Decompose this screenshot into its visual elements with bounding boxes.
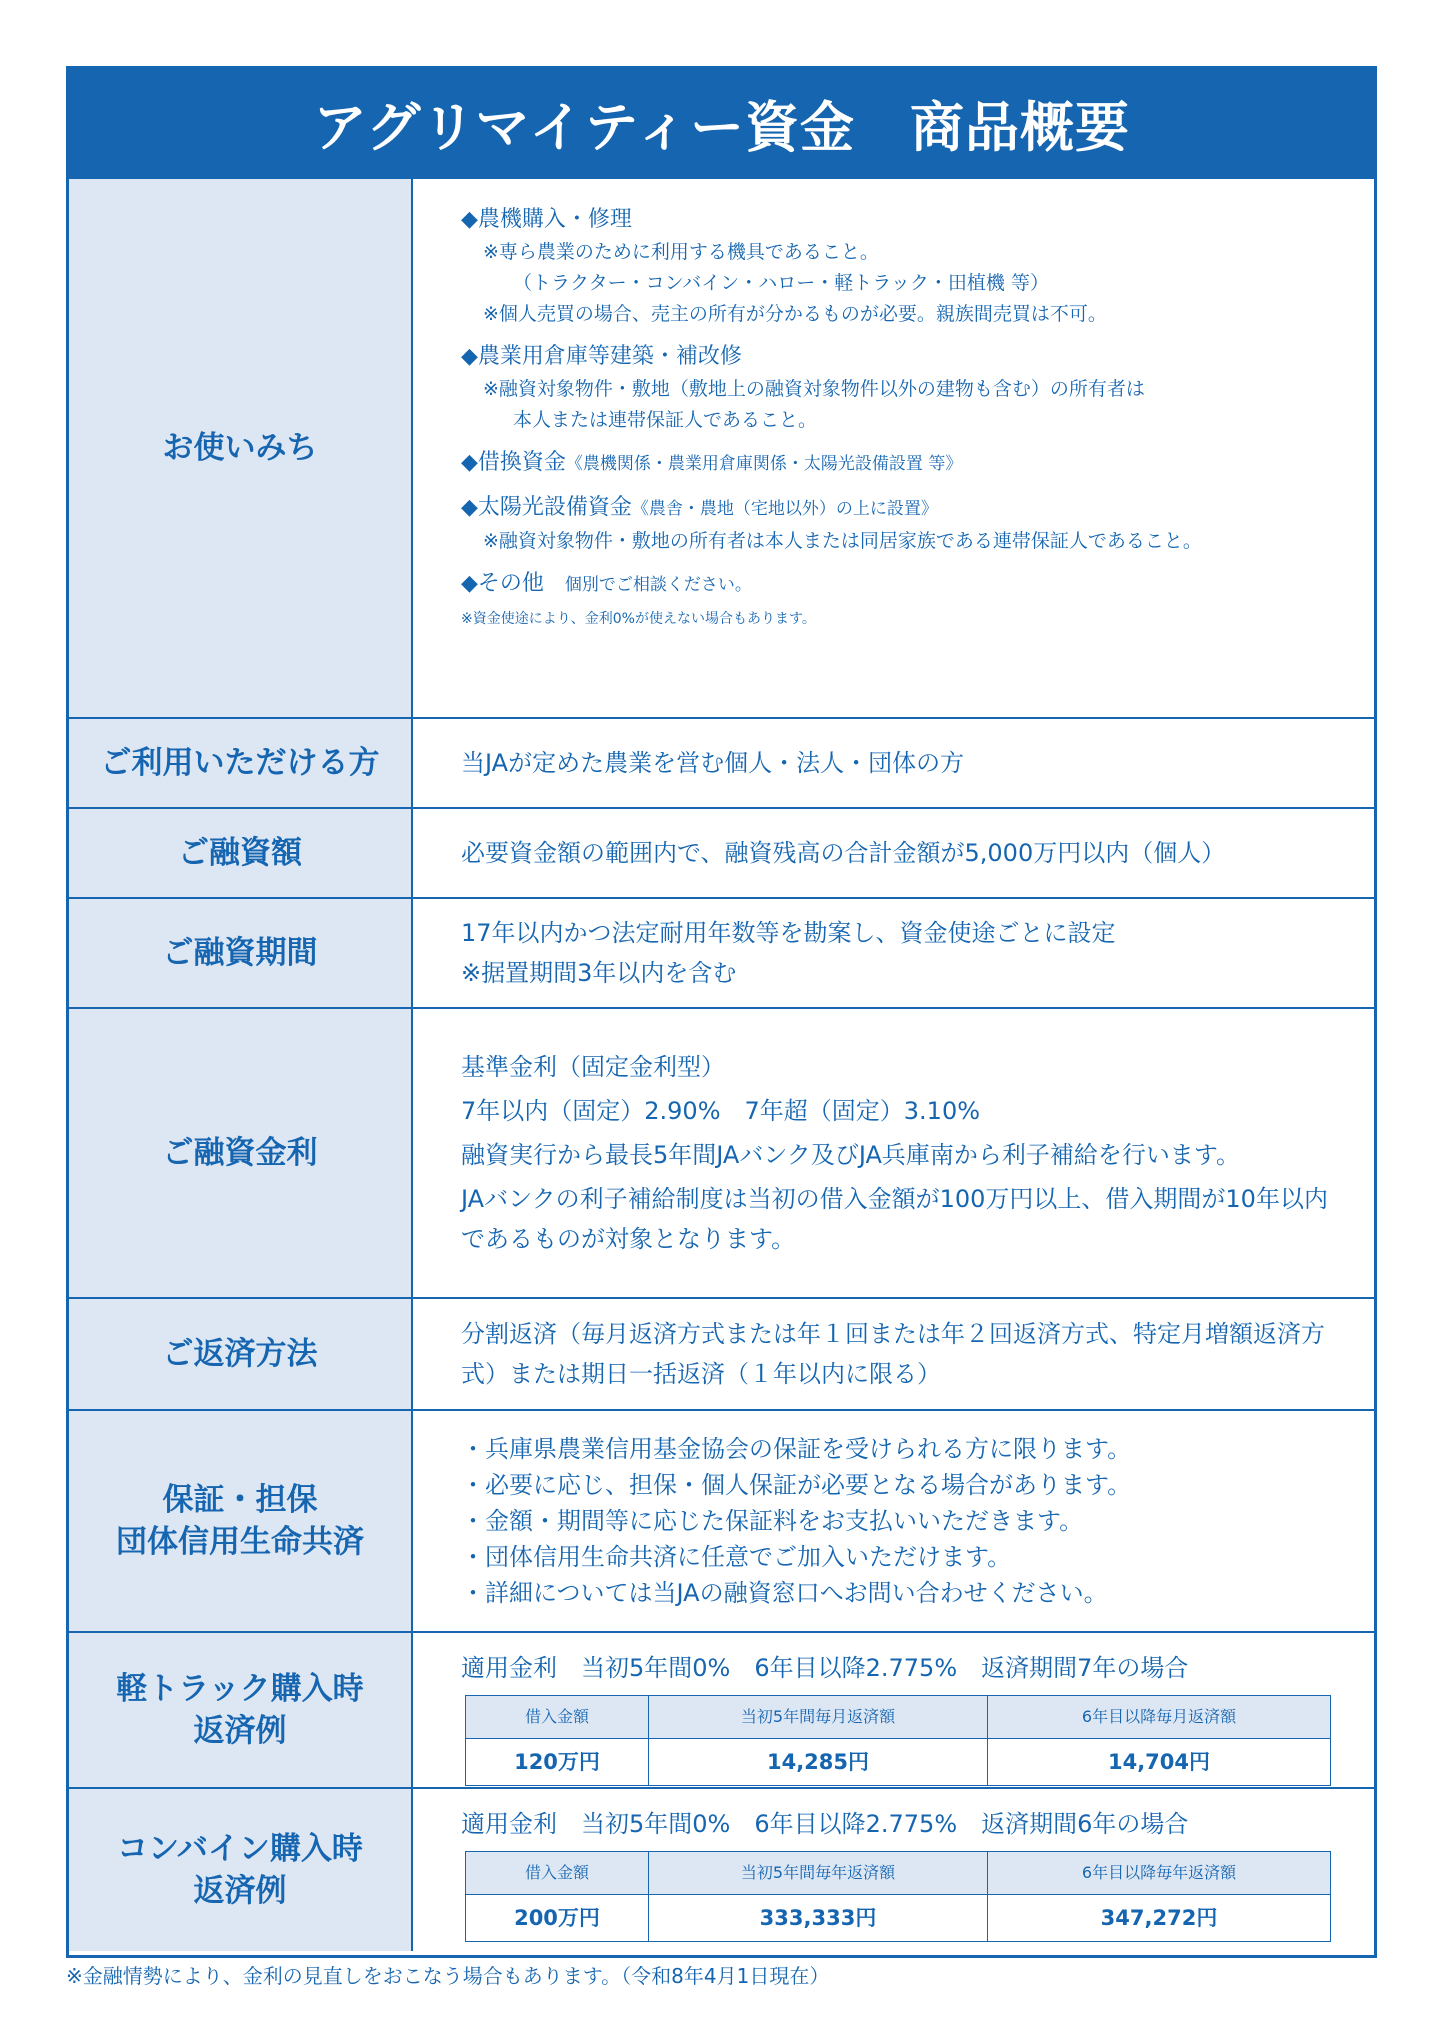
table-header-row xyxy=(466,1852,1331,1895)
label-rate: ご融資金利 xyxy=(69,1009,413,1297)
use-item-note: ※専ら農業のために利用する機具であること。 xyxy=(483,241,879,263)
use-item-head: ◆農機購入・修理 xyxy=(461,207,632,232)
guarantee-bullet: ・詳細については当JAの融資窓口へお問い合わせください。 xyxy=(461,1579,1108,1607)
row-truck-example xyxy=(69,1631,1374,1787)
table-cell: 200万円 xyxy=(466,1895,649,1942)
use-item-head-line xyxy=(461,567,1338,602)
table-header: 借入金額 xyxy=(466,1696,649,1739)
label-combine-line: コンバイン購入時 xyxy=(117,1831,363,1867)
content-repayment xyxy=(413,1299,1374,1409)
label-eligible: ご利用いただける方 xyxy=(69,719,413,807)
label-amount: ご融資額 xyxy=(69,809,413,897)
page-title xyxy=(69,69,1374,177)
table-row xyxy=(466,1895,1331,1942)
combine-repayment-table xyxy=(465,1851,1331,1942)
content-combine-example xyxy=(413,1789,1374,1951)
use-item-head-small: 個別でご相談ください。 xyxy=(564,575,752,595)
label-uses: お使いみち xyxy=(69,179,413,717)
table-cell: 14,285円 xyxy=(649,1739,988,1786)
label-combine-line: 返済例 xyxy=(193,1873,287,1909)
table-cell: 120万円 xyxy=(466,1739,649,1786)
amount-text: 必要資金額の範囲内で、融資残高の合計金額が5,000万円以内（個人） xyxy=(461,839,1226,867)
eligible-text: 当JAが定めた農業を営む個人・法人・団体の方 xyxy=(461,749,965,777)
label-combine-example xyxy=(69,1789,413,1951)
table-header: 当初5年間毎年返済額 xyxy=(649,1852,988,1895)
content-guarantee xyxy=(413,1411,1374,1631)
use-item-note: ※融資対象物件・敷地の所有者は本人または同居家族である連帯保証人であること。 xyxy=(483,530,1202,552)
label-repayment: ご返済方法 xyxy=(69,1299,413,1409)
period-line: 17年以内かつ法定耐用年数等を勘案し、資金使途ごとに設定 xyxy=(461,919,1116,947)
use-item-note: （トラクター・コンバイン・ハロー・軽トラック・田植機 等） xyxy=(513,272,1049,294)
row-amount xyxy=(69,807,1374,897)
guarantee-bullet: ・団体信用生命共済に任意でご加入いただけます。 xyxy=(461,1543,1012,1571)
use-item-head: ◆その他 xyxy=(461,571,544,596)
use-item-head-line xyxy=(461,491,1338,526)
use-item-note: 本人または連帯保証人であること。 xyxy=(513,409,818,431)
table-header-row xyxy=(466,1696,1331,1739)
label-guarantee-line: 団体信用生命共済 xyxy=(116,1524,364,1560)
table-header: 借入金額 xyxy=(466,1852,649,1895)
row-combine-example xyxy=(69,1787,1374,1951)
content-eligible xyxy=(413,719,1374,807)
truck-repayment-table xyxy=(465,1695,1331,1786)
use-item-note: ※個人売買の場合、売主の所有が分かるものが必要。親族間売買は不可。 xyxy=(483,303,1107,325)
content-amount xyxy=(413,809,1374,897)
row-eligible xyxy=(69,717,1374,807)
row-period xyxy=(69,897,1374,1007)
label-guarantee-line: 保証・担保 xyxy=(162,1482,318,1518)
label-truck-line: 軽トラック購入時 xyxy=(116,1671,364,1707)
guarantee-bullet: ・必要に応じ、担保・個人保証が必要となる場合があります。 xyxy=(461,1471,1132,1499)
period-line: ※据置期間3年以内を含む xyxy=(461,959,737,987)
rate-line: 融資実行から最長5年間JAバンク及びJA兵庫南から利子補給を行います。 xyxy=(461,1141,1241,1169)
label-guarantee xyxy=(69,1411,413,1631)
content-truck-example xyxy=(413,1633,1374,1787)
use-item-head-small: 《農舎・農地（宅地以外）の上に設置》 xyxy=(631,499,938,519)
use-item-head: ◆借換資金 xyxy=(461,450,566,475)
table-cell: 14,704円 xyxy=(988,1739,1331,1786)
rate-line: 基準金利（固定金利型） xyxy=(461,1053,725,1081)
content-rate xyxy=(413,1009,1374,1297)
page-title-text: アグリマイティー資金 商品概要 xyxy=(313,95,1130,159)
rate-line: 7年以内（固定）2.90% 7年超（固定）3.10% xyxy=(461,1097,981,1125)
use-item-note: ※融資対象物件・敷地（敷地上の融資対象物件以外の建物も含む）の所有者は xyxy=(483,378,1145,400)
content-period xyxy=(413,899,1374,1007)
use-item-head-line xyxy=(461,446,1338,481)
table-header: 6年目以降毎月返済額 xyxy=(988,1696,1331,1739)
content-uses xyxy=(413,179,1374,717)
page-footnote: ※金融情勢により、金利の見直しをおこなう場合もあります。（令和8年4月1日現在） xyxy=(66,1964,830,1988)
table-header: 当初5年間毎月返済額 xyxy=(649,1696,988,1739)
row-guarantee xyxy=(69,1409,1374,1631)
table-cell: 333,333円 xyxy=(649,1895,988,1942)
label-period: ご融資期間 xyxy=(69,899,413,1007)
row-repayment xyxy=(69,1297,1374,1409)
product-overview-sheet xyxy=(66,66,1377,1958)
guarantee-bullet: ・金額・期間等に応じた保証料をお支払いいただきます。 xyxy=(461,1507,1084,1535)
use-item-head: ◆農業用倉庫等建築・補改修 xyxy=(461,344,742,369)
label-truck-line: 返済例 xyxy=(193,1713,287,1749)
repayment-text: 分割返済（毎月返済方式または年１回または年２回返済方式、特定月増額返済方式）または期日一括返済（１年以内に限る） xyxy=(461,1320,1325,1388)
uses-footnote: ※資金使途により、金利0%が使えない場合もあります。 xyxy=(461,611,816,627)
guarantee-bullet: ・兵庫県農業信用基金協会の保証を受けられる方に限ります。 xyxy=(461,1435,1132,1463)
table-row xyxy=(466,1739,1331,1786)
table-header: 6年目以降毎年返済額 xyxy=(988,1852,1331,1895)
table-cell: 347,272円 xyxy=(988,1895,1331,1942)
use-item-head-small: 《農機関係・農業用倉庫関係・太陽光設備設置 等》 xyxy=(565,454,963,474)
row-uses xyxy=(69,177,1374,717)
rate-line: JAバンクの利子補給制度は当初の借入金額が100万円以上、借入期間が10年以内であるものが対象となります。 xyxy=(461,1185,1328,1253)
use-item-head: ◆太陽光設備資金 xyxy=(461,495,632,520)
combine-condition: 適用金利 当初5年間0% 6年目以降2.775% 返済期間6年の場合 xyxy=(461,1810,1189,1838)
label-truck-example xyxy=(69,1633,413,1787)
truck-condition: 適用金利 当初5年間0% 6年目以降2.775% 返済期間7年の場合 xyxy=(461,1654,1189,1682)
row-rate xyxy=(69,1007,1374,1297)
